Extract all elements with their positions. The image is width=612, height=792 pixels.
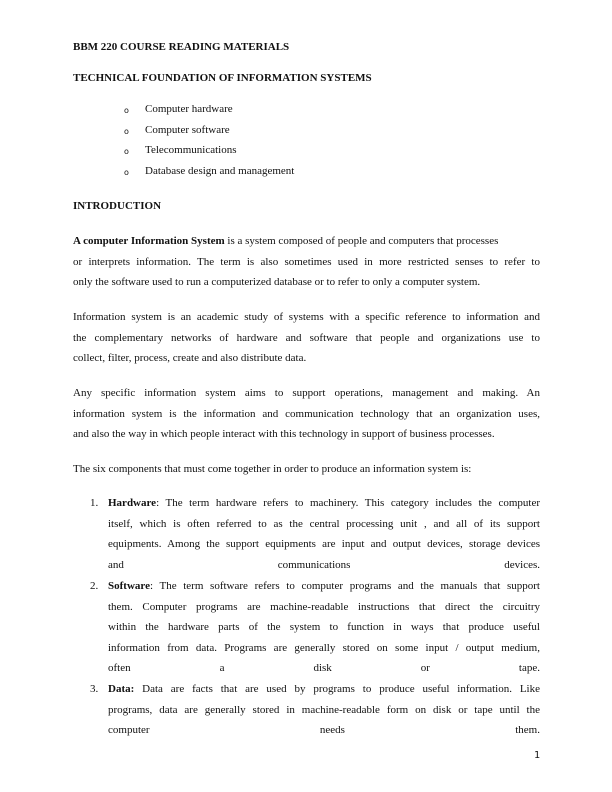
paragraph-line: Information system is an academic study of systems with a specific reference to information and [73, 311, 540, 323]
list-item-data: Data: Data are facts that are used by programs to produce useful information. Like [108, 683, 540, 695]
bullet-icon: o [124, 168, 129, 177]
list-item-line: them. Computer programs are machine-readable instructions that direct the circuitry [108, 601, 540, 613]
list-item-line: programs, data are generally stored in machine-readable form on disk or tape until the [108, 704, 540, 716]
paragraph-line: and also the way in which people interact with this technology in support of business processes. [73, 428, 495, 440]
list-item-line: within the hardware parts of the system to function in ways that produce useful [108, 621, 540, 633]
paragraph-components-intro: The six components that must come together in order to produce an information system is: [73, 463, 472, 475]
topic-item: Computer software [145, 124, 230, 136]
list-item-line: equipments. Among the support equipments are input and output devices, storage devices [108, 538, 540, 550]
topic-item: Computer hardware [145, 103, 233, 115]
list-item-line: information from data. Programs are generally stored on some input / output medium, [108, 642, 540, 654]
course-header: BBM 220 COURSE READING MATERIALS [73, 41, 290, 53]
list-item-line: and communications devices. [108, 559, 540, 571]
list-item-line: itself, which is often referred to as the central processing unit , and all of its support [108, 518, 540, 530]
bullet-icon: o [124, 127, 129, 136]
list-number: 2. [90, 580, 99, 592]
list-item-line: computer needs them. [108, 724, 540, 736]
list-number: 1. [90, 497, 99, 509]
bold-term: A computer Information System [73, 235, 225, 247]
bullet-icon: o [124, 106, 129, 115]
paragraph-line: Any specific information system aims to support operations, management and making. An [73, 387, 540, 399]
paragraph-line: information system is the information and communication technology that an organization uses, [73, 408, 540, 420]
list-item-line: often a disk or tape. [108, 662, 540, 674]
topic-item: Database design and management [145, 165, 295, 177]
paragraph-line: collect, filter, process, create and also distribute data. [73, 352, 307, 364]
topic-item: Telecommunications [145, 144, 237, 156]
section-heading-introduction: INTRODUCTION [73, 200, 162, 212]
list-item-hardware: Hardware: The term hardware refers to machinery. This category includes the computer [108, 497, 540, 509]
list-item-software: Software: The term software refers to computer programs and the manuals that support [108, 580, 540, 592]
paragraph-line: only the software used to run a computerized database or to refer to only a computer system. [73, 276, 481, 288]
bullet-icon: o [124, 147, 129, 156]
paragraph-line: the complementary networks of hardware and software that people and organizations use to [73, 332, 540, 344]
list-number: 3. [90, 683, 99, 695]
page-title: TECHNICAL FOUNDATION OF INFORMATION SYSTEMS [73, 72, 372, 84]
page-number: 1 [534, 750, 541, 761]
paragraph-line: or interprets information. The term is also sometimes used in more restricted senses to refer to [73, 256, 540, 268]
